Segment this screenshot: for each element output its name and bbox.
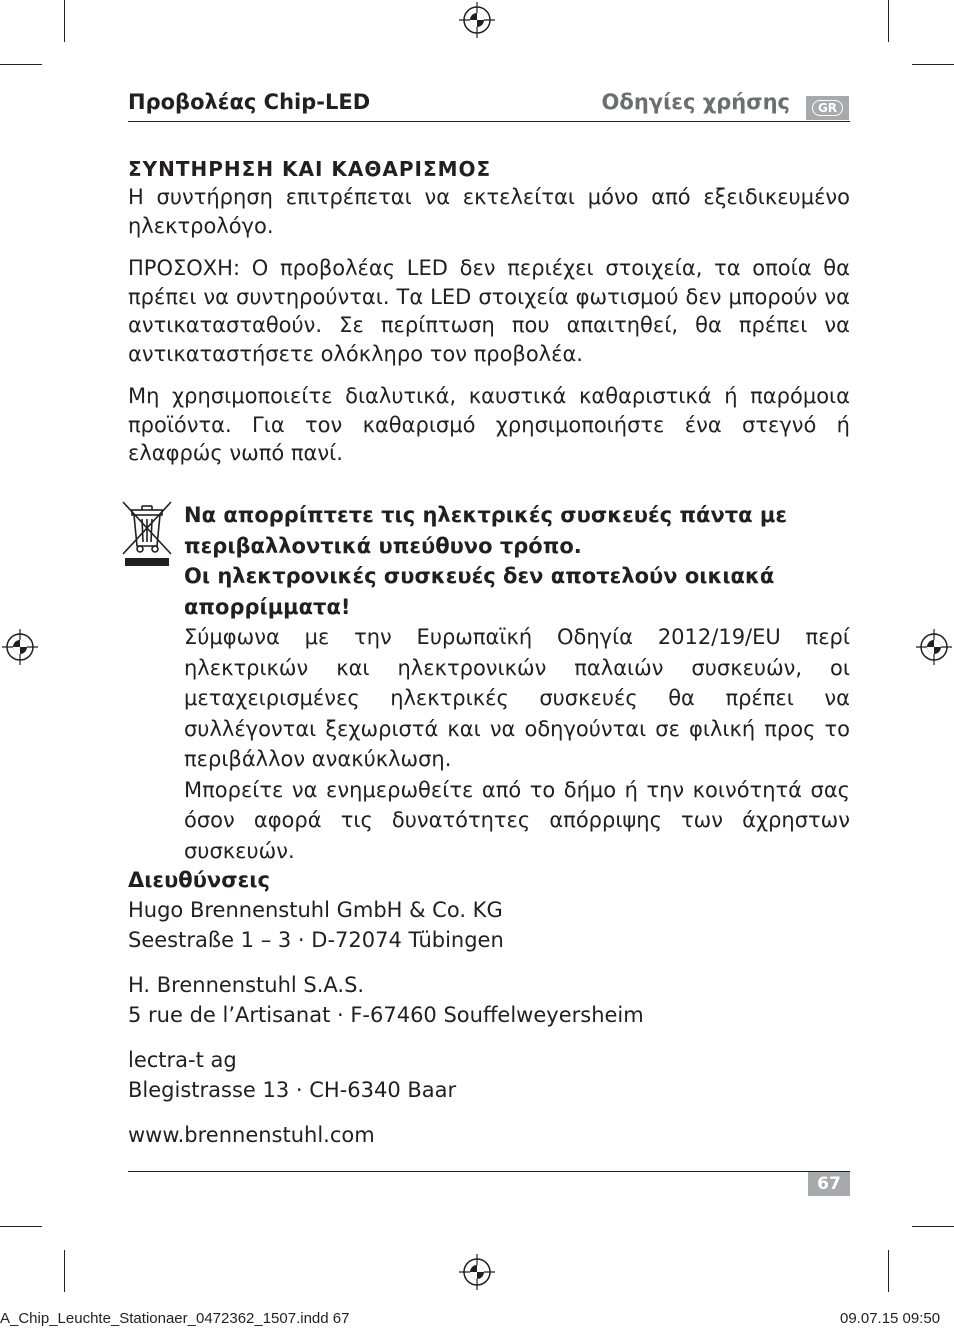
maintenance-section bbox=[128, 155, 850, 482]
slug-date: 09.07.15 09:50 bbox=[840, 1310, 941, 1327]
header-rule bbox=[128, 121, 850, 122]
company-street: Seestraße 1 – 3 · D-72074 Tübingen bbox=[128, 928, 504, 952]
crop-mark bbox=[64, 1250, 65, 1292]
paragraph: Η συντήρηση επιτρέπεται να εκτελείται μόνο από εξειδικευμένο ηλεκτρολόγο. bbox=[128, 185, 850, 238]
page-number: 67 bbox=[808, 1172, 850, 1196]
disposal-heading: Να απορρίπτετε τις ηλεκτρικές συσκευές πάντα με περιβαλλοντικά υπεύθυνο τρόπο. bbox=[184, 503, 788, 558]
disposal-paragraph: Μπορείτε να ενημερωθείτε από το δήμο ή την κοινότητά σας όσον αφορά τις δυνατότητες απόρριψης των άχρηστων συσκευών. bbox=[184, 777, 850, 863]
footer-rule bbox=[128, 1171, 850, 1172]
crop-mark bbox=[912, 1226, 954, 1227]
manual-label: Οδηγίες χρήσης bbox=[601, 90, 790, 114]
crop-mark bbox=[64, 0, 65, 42]
crossed-out-wheelie-bin-icon bbox=[120, 500, 174, 568]
company-name: Hugo Brennenstuhl GmbH & Co. KG bbox=[128, 898, 503, 922]
crop-mark bbox=[888, 0, 889, 42]
product-title: Προβολέας Chip-LED bbox=[128, 90, 371, 114]
company-street: 5 rue de l’Artisanat · F-67460 Souffelweyersheim bbox=[128, 1003, 644, 1027]
registration-mark-icon bbox=[459, 1254, 495, 1290]
language-badge bbox=[806, 96, 849, 120]
addresses-title: Διευθύνσεις bbox=[128, 868, 270, 892]
company-street: Blegistrasse 13 · CH-6340 Baar bbox=[128, 1078, 457, 1102]
registration-mark-icon bbox=[916, 629, 952, 665]
crop-mark bbox=[0, 1226, 42, 1227]
registration-mark-icon bbox=[2, 629, 38, 665]
crop-mark bbox=[912, 64, 954, 65]
address-block bbox=[128, 895, 850, 955]
crop-mark bbox=[0, 64, 42, 65]
address-block bbox=[128, 970, 850, 1030]
paragraph: Μη χρησιμοποιείτε διαλυτικά, καυστικά καθαριστικά ή παρόμοια προϊόντα. Για τον καθαρισμό χρησιμοποιήστε ένα στεγνό ή ελαφρώς νωπό πανί. bbox=[128, 384, 850, 465]
crop-mark bbox=[888, 1250, 889, 1292]
website-link[interactable]: www.brennenstuhl.com bbox=[128, 1123, 375, 1147]
disposal-heading: Οι ηλεκτρονικές συσκευές δεν αποτελούν οικιακά απορρίμματα! bbox=[184, 564, 775, 619]
registration-mark-icon bbox=[459, 2, 495, 38]
company-name: lectra-t ag bbox=[128, 1048, 237, 1072]
address-block bbox=[128, 1045, 850, 1105]
slug-file: A_Chip_Leuchte_Stationaer_0472362_1507.indd 67 bbox=[0, 1310, 350, 1327]
section-title: ΣΥΝΤΗΡΗΣΗ ΚΑΙ ΚΑΘΑΡΙΣΜΟΣ bbox=[128, 157, 492, 181]
company-name: H. Brennenstuhl S.A.S. bbox=[128, 973, 365, 997]
paragraph: ΠΡΟΣΟΧΗ: Ο προβολέας LED δεν περιέχει στοιχεία, τα οποία θα πρέπει να συντηρούνται. Τα LED στοιχεία φωτισμού δεν μπορούν να αντικατασταθούν. Σε περίπτωση που απαιτηθεί, θα πρέπει να αντικαταστήσετε ολόκληρο τον προβολέα. bbox=[128, 256, 850, 366]
disposal-section bbox=[184, 500, 850, 866]
disposal-paragraph: Σύμφωνα με την Ευρωπαϊκή Οδηγία 2012/19/EU περί ηλεκτρικών και ηλεκτρονικών παλαιών συσκευών, οι μεταχειρισμένες ηλεκτρικές συσκευές θα πρέπει να συλλέγονται ξεχωριστά και να οδηγούνται σε φιλική προς το περιβάλλον ανακύκλωση. bbox=[184, 625, 850, 771]
language-badge-label: GR bbox=[812, 100, 843, 116]
addresses-section bbox=[128, 865, 850, 1150]
